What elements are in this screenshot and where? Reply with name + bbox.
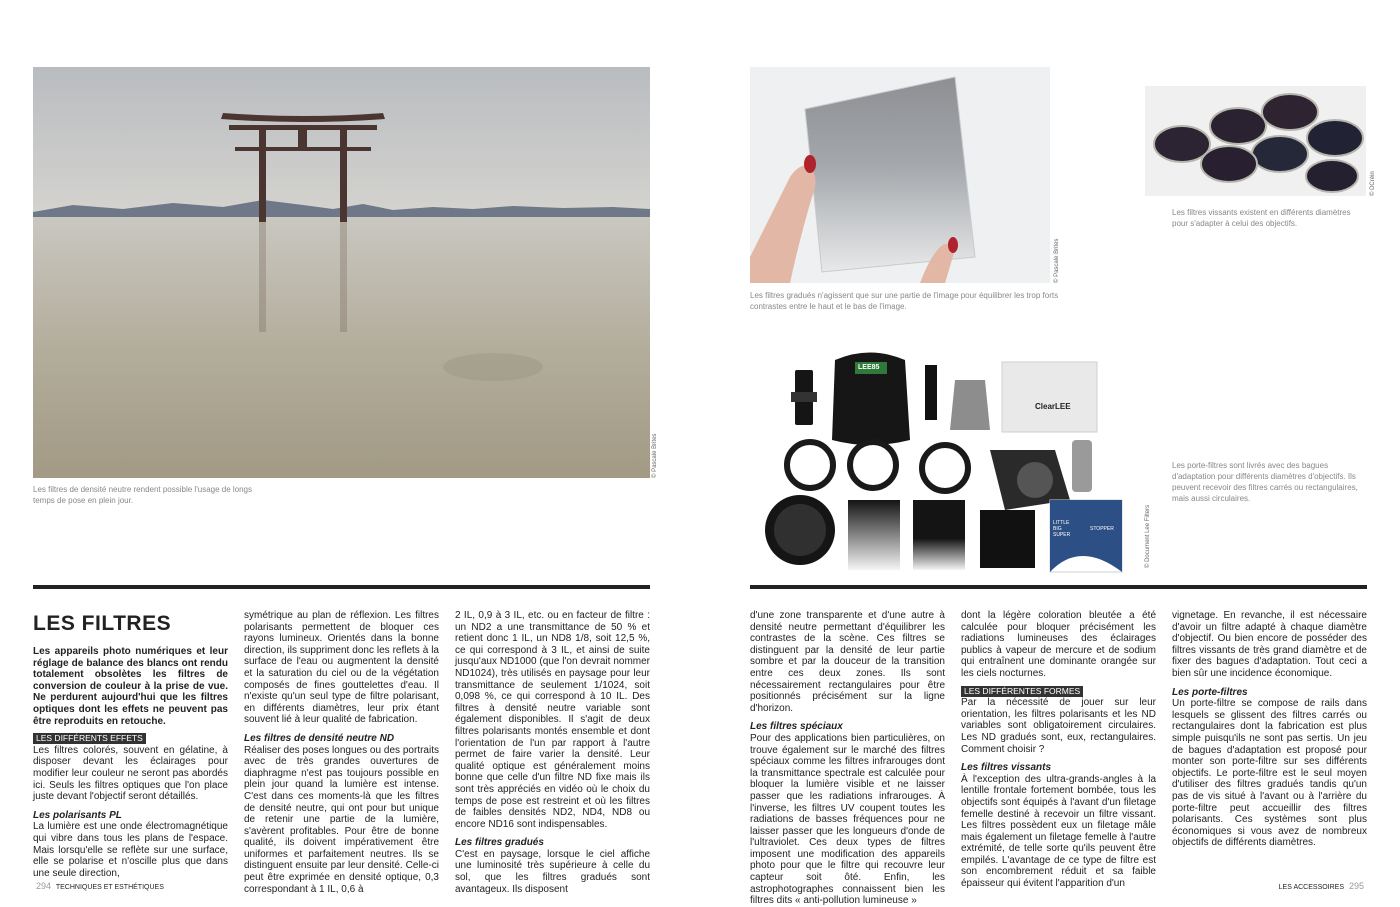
kit-case-label: LEE85 — [858, 364, 880, 371]
effects-paragraph: Les filtres colorés, souvent en gélatine, à disposer devant les éclairages pour modifier leur couleur ne seront pas abordés ici. Seuls les filtres optiques que l'on place juste devant l'objectif seront détaillés. — [33, 744, 228, 803]
right-folio — [1279, 881, 1367, 891]
kit-stopper-bot: SUPER — [1053, 532, 1071, 538]
column-6 — [1172, 610, 1367, 849]
left-page-rule — [33, 585, 650, 589]
col3-paragraph-1: 2 IL, 0,9 à 3 IL, etc. ou en facteur de filtre : un ND2 a une transmittance de 50 % et retient donc 1 IL, un ND8 1/8, soit 12,5 %, ce qui correspond à 3 IL, et ainsi de suite jusqu'aux ND1000 (que l'on devrait nommer ND1024), très utilisés en paysage pour leur transmittance de seulement 1/1024, soit 0,098 %, ce qui correspond à 10 IL. Des filtres à densité neutre variable sont également disponibles. Il s'agit de deux filtres polarisants montés ensemble et dont l'orientation de l'un par rapport à l'autre permet de faire varier la densité. Leur qualité optique est généralement moins bonne que celle d'un filtre ND fixe mais ils sont très appréciés en vidéo où le choix du temps de pose est restreint et où les filtres de faibles densités ND2, ND4, ND8 ou encore ND16 sont indispensables. — [455, 610, 650, 830]
left-page-number: 294 — [36, 881, 52, 891]
kit-stopper-brand: LEE Filters — [1070, 561, 1095, 567]
col5-paragraph-1: dont la légère coloration bleutée a été calculée pour bloquer précisément les radiations lumineuses des éclairages publics à vapeur de mercure et de sodium qui entraînent une dominante orangée sur les ciels nocturnes. — [961, 610, 1156, 679]
article-title: LES FILTRES — [33, 612, 172, 635]
heading-speciaux: Les filtres spéciaux — [750, 721, 843, 733]
torii-credit: © Pascale Brites — [652, 433, 658, 478]
col2-paragraph-2: Réaliser des poses longues ou des portraits avec de très grandes ouvertures de diaphragme n'est pas toujours possible en plein jour quand la lumière est intense. C'est dans ces moments-là que les filtres de densité neutre, qui ont pour but unique de retenir une partie de la lumière, s'avèrent profitables. Pour être de bonne qualité, ils doivent impérativement être uniformes et parfaitement neutres. Ils se distinguent ensuite par leur densité. Celle-ci peut être exprimée en densité optique, 0,3 correspondant à 1 IL, 0,6 à — [244, 744, 439, 895]
heading-polarisants: Les polarisants PL — [33, 809, 122, 821]
col3-paragraph-2: C'est en paysage, lorsque le ciel affiche une luminosité très supérieure à celle du sol, que les filtres gradués sont avantageux. Ils disposent — [455, 848, 650, 895]
torii-caption: Les filtres de densité neutre rendent possible l'usage de longs temps de pose en plein jour. — [33, 485, 253, 505]
kit-stopper-word: STOPPER — [1090, 526, 1114, 532]
col4-paragraph-2: Pour des applications bien particulières, on trouve également sur le marché des filtres spéciaux comme les filtres infrarouges dont la transmittance spectrale est calculée pour bloquer la lumière visible et ne laisser passer que les radiations infrarouges. À l'inverse, les filtres UV coupent toutes les radiations de basses fréquences pour ne laisser passer que les longueurs d'onde de l'ultraviolet. Ces deux types de filtres imposent une modification des appareils photo pour que le filtre qui recouvre leur capteur soit ôté. Enfin, les astrophotographes connaissent bien les filtres dits « anti-pollution lumineuse » — [750, 732, 945, 907]
right-section-label: LES ACCESSOIRES — [1278, 884, 1345, 891]
col6-paragraph-1: vignetage. En revanche, il est nécessaire d'avoir un filtre adapté à chaque diamètre d'objectif. Ou bien encore de posséder des filtres vissants de très grand diamètre et de fixer des bagues d'adaptation. Tout ceci a bien sûr une incidence économique. — [1172, 610, 1367, 679]
heading-porte-filtres: Les porte-filtres — [1172, 686, 1248, 698]
col5-paragraph-3: À l'exception des ultra-grands-angles à la lentille frontale fortement bombée, tous les objectifs sont équipés à l'avant d'un filetage femelle destiné à recevoir un filtre vissant. Les filtres possèdent eux un filetage mâle mais également un filetage femelle à l'autre extrémité, de telle sorte qu'ils peuvent être empilés. L'avantage de ce type de filtre est son encombrement réduit et sa faible épaisseur qui évitent l'apparition d'un — [961, 773, 1156, 890]
kit-stopper-top: LITTLE — [1053, 520, 1070, 526]
kit-caption: Les porte-filtres sont livrés avec des bagues d'adaptation pour différents diamètres d'objectifs. Ils peuvent recevoir des filtres carrés ou rectangulaires, mais aussi circulaires. — [1172, 461, 1358, 503]
col4-paragraph-1: d'une zone transparente et d'une autre à densité neutre permettant d'équilibrer les contrastes de la scène. Ces filtres se distinguent par la densité de leur partie sombre et par la douceur de la transition entre ces deux zones. Ils sont nécessairement rectangulaires pour être positionnés précisément sur la ligne d'horizon. — [750, 610, 945, 714]
left-folio — [33, 881, 164, 891]
col5-paragraph-2: Par la nécessité de jouer sur leur orientation, les filtres polarisants et les ND variables sont obligatoirement circulaires. Les ND gradués sont, eux, rectangulaires. Comment choisir ? — [961, 697, 1156, 755]
torii-photo — [33, 67, 650, 478]
graduated-filter-photo — [750, 67, 1050, 283]
heading-gradues: Les filtres gradués — [455, 837, 544, 849]
col2-paragraph-1: symétrique au plan de réflexion. Les filtres polarisants permettent de bloquer ces rayons lumineux. Orientés dans la bonne direction, ils suppriment donc les reflets à la surface de l'eau ou augmentent la densité et la saturation du ciel ou de la végétation composés de fines gouttelettes d'eau. Il n'existe qu'un seul type de filtre polarisant, en différents diamètres, leur prix étant souvent lié à leur qualité de fabrication. — [244, 610, 439, 726]
column-3 — [455, 610, 650, 895]
kit-cloth-label: ClearLEE — [1035, 402, 1071, 411]
heading-nd: Les filtres de densité neutre ND — [244, 732, 395, 744]
graduated-credit: © Pascale Brites — [1054, 238, 1060, 283]
screwin-caption: Les filtres vissants existent en différents diamètres pour s'adapter à celui des objectifs. — [1172, 208, 1351, 228]
column-5 — [961, 610, 1156, 890]
kit-credit: © Document Lee Filters — [1145, 504, 1151, 568]
right-page-rule — [750, 585, 1367, 589]
article-lead: Les appareils photo numériques et leur réglage de balance des blancs ont rendu totalement obsolètes les filtres de conversion de couleur à la prise de vue. Ne perdurent aujourd'hui que les filtres optiques dont les effets ne peuvent pas être reproduits en retouche. — [33, 646, 228, 727]
section-badge-formes: LES DIFFÉRENTES FORMES — [961, 686, 1083, 697]
kit-stopper-mid: BIG — [1053, 526, 1062, 532]
screwin-filters-photo — [1145, 86, 1366, 196]
column-1 — [33, 646, 228, 879]
screwin-credit: © DCréin — [1370, 171, 1376, 196]
graduated-caption: Les filtres gradués n'agissent que sur une partie de l'image pour équilibrer les trop forts contrastes entre le haut et le bas de l'image. — [750, 291, 1059, 311]
column-4 — [750, 610, 945, 907]
column-2 — [244, 610, 439, 895]
filter-kit-photo — [750, 340, 1165, 575]
left-section-label: TECHNIQUES ET ESTHÉTIQUES — [55, 884, 164, 891]
right-page-number: 295 — [1348, 881, 1364, 891]
polarisants-paragraph: La lumière est une onde électromagnétique qui vibre dans tous les plans de l'espace. Mais lorsqu'elle se reflète sur une surface, elle se polarise et n'oscille plus que dans une seule direction, — [33, 821, 228, 879]
section-badge-effects: LES DIFFÉRENTS EFFETS — [33, 733, 146, 744]
heading-vissants: Les filtres vissants — [961, 762, 1052, 774]
col6-paragraph-2: Un porte-filtre se compose de rails dans lesquels se glissent des filtres carrés ou rectangulaires dont la fabrication est plus simple puisqu'ils ne sont pas sertis. Un jeu de bagues d'adaptation est proposé pour monter son porte-filtre sur ses différents objectifs. Le porte-filtre est le seul moyen d'utiliser des filtres gradués tandis qu'un pas de vis situé à l'avant ou à l'arrière du porte-filtre peut accueillir des filtres polarisants. Ces systèmes sont plus économiques si vous avez de nombreux objectifs de différents diamètres. — [1172, 698, 1367, 849]
